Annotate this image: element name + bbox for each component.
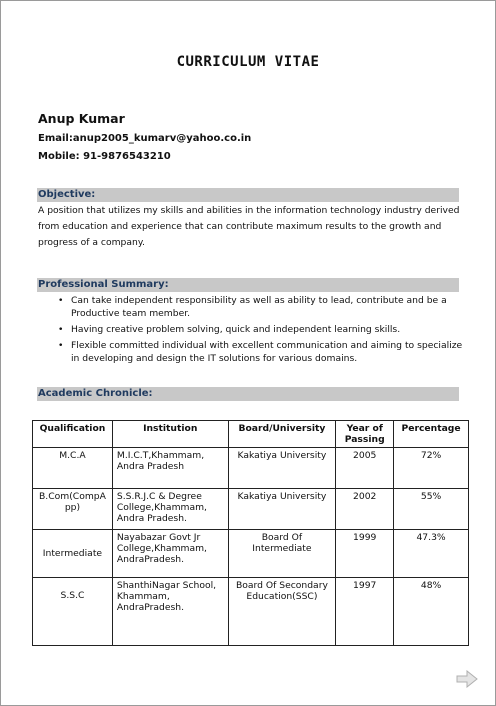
objective-line: A position that utilizes my skills and abilities in the information technology industry derived [38,205,460,216]
institution-cell: Nayabazar Govt Jr College,Khammam, AndraPradesh. [112,530,228,578]
summary-item [55,323,465,336]
document-title: CURRICULUM VITAE [176,54,320,70]
summary-item-line: • Flexible committed individual with excellent communication and aiming to specialize [71,340,463,351]
objective-line: from education and experience that can contribute maximum results to the growth and [38,221,442,232]
institution-cell: M.I.C.T,Khammam, Andra Pradesh [112,448,228,489]
email-line: Email:anup2005_kumarv@yahoo.co.in [38,133,252,144]
academic-table [32,420,469,646]
institution-cell: ShanthiNagar School, Khammam, AndraPradesh. [112,578,228,646]
percentage-cell: 55% [394,489,469,530]
year-cell: 1997 [336,578,394,646]
column-header: Year of Passing [336,421,394,448]
percentage-cell: 48% [394,578,469,646]
summary-list [55,294,465,365]
summary-item-line: in developing and design the IT solutions for various domains. [71,353,358,364]
year-cell: 1999 [336,530,394,578]
table-header-row [33,421,469,448]
column-header: Board/University [228,421,336,448]
summary-item [55,339,465,365]
summary-item-line: • Can take independent responsibility as well as ability to lead, contribute and be a [71,295,447,306]
objective-heading: Objective: [37,188,459,202]
board-cell: Kakatiya University [228,448,336,489]
column-header: Qualification [33,421,113,448]
objective-line: progress of a company. [38,237,145,248]
qualification-cell: M.C.A [33,448,113,489]
year-cell: 2005 [336,448,394,489]
board-cell: Board Of Secondary Education(SSC) [228,578,336,646]
qualification-cell: Intermediate [33,530,113,578]
percentage-cell: 47.3% [394,530,469,578]
table-row [33,578,469,646]
table-row [33,448,469,489]
arrow-right-icon[interactable] [456,670,478,688]
year-cell: 2002 [336,489,394,530]
table-row [33,530,469,578]
table-row [33,489,469,530]
qualification-cell: S.S.C [33,578,113,646]
summary-item [55,294,465,320]
percentage-cell: 72% [394,448,469,489]
board-cell: Kakatiya University [228,489,336,530]
candidate-name: Anup Kumar [38,111,125,126]
summary-item-line: Productive team member. [71,308,191,319]
column-header: Percentage [394,421,469,448]
academic-heading: Academic Chronicle: [37,387,459,401]
board-cell: Board Of Intermediate [228,530,336,578]
mobile-line: Mobile: 91-9876543210 [38,151,171,162]
institution-cell: S.S.R.J.C & Degree College,Khammam, Andra Pradesh. [112,489,228,530]
summary-heading: Professional Summary: [37,278,459,292]
summary-item-line: • Having creative problem solving, quick and independent learning skills. [71,324,401,335]
objective-text [38,203,460,251]
qualification-cell: B.Com(CompApp) [33,489,113,530]
column-header: Institution [112,421,228,448]
